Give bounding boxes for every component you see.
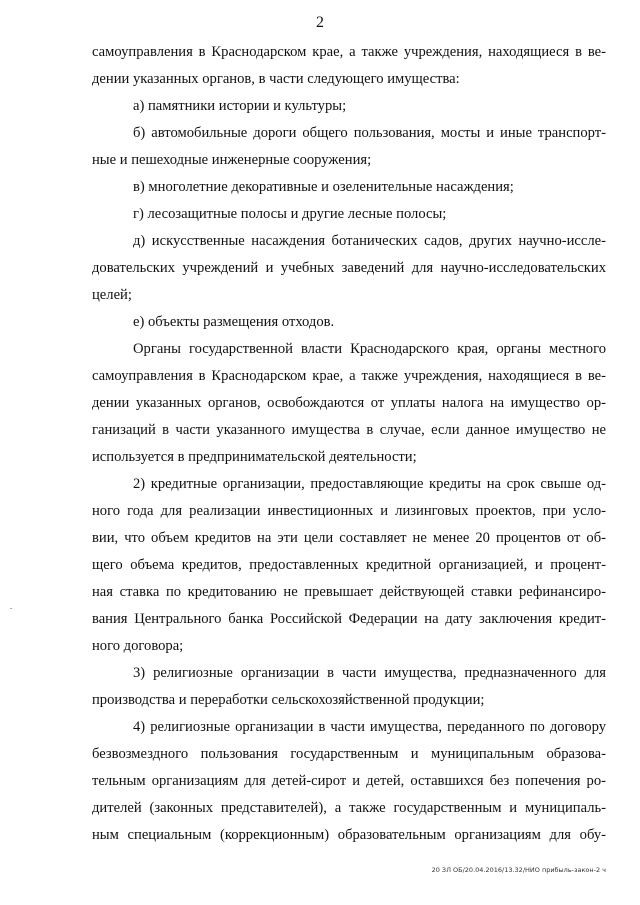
text-line: вания Центрального банка Российской Федерации на дату заключения кредит- [92, 611, 606, 627]
text-line: г) лесозащитные полосы и другие лесные полосы; [133, 206, 447, 222]
text-line: тельным организациям для детей-сирот и детей, оставшихся без попечения ро- [92, 773, 606, 789]
text-line: 4) религиозные организации в части имущества, переданного по договору [133, 719, 606, 735]
text-line: Органы государственной власти Краснодарского края, органы местного [133, 341, 606, 357]
text-line: довательских учреждений и учебных заведений для научно-исследовательских [92, 260, 606, 276]
text-line: ного года для реализации инвестиционных и лизинговых проектов, при усло- [92, 503, 606, 519]
text-line: дении указанных органов, в части следующего имущества: [92, 71, 460, 87]
footer-reference: 20 ЗЛ ОБ/20.04.2016/13.32/НИО прибыль-закон-2 ч [431, 866, 606, 874]
page-number: 2 [316, 14, 324, 31]
text-line: ганизаций в части указанного имущества в случае, если данное имущество не [92, 422, 606, 438]
text-line: дителей (законных представителей), а также государственным и муниципаль- [92, 800, 606, 816]
text-line: д) искусственные насаждения ботанических садов, других научно-иссле- [133, 233, 606, 249]
text-line: самоуправления в Краснодарском крае, а также учреждения, находящиеся в ве- [92, 368, 606, 384]
text-line: щего объема кредитов, предоставленных кредитной организацией, и процент- [92, 557, 606, 573]
text-line: безвозмездного пользования государственным и муниципальным образова- [92, 746, 606, 762]
text-line: самоуправления в Краснодарском крае, а также учреждения, находящиеся в ве- [92, 44, 606, 60]
text-line: ная ставка по кредитованию не превышает действующей ставки рефинансиро- [92, 584, 606, 600]
margin-mark: - [10, 604, 13, 612]
text-line: ным специальным (коррекционным) образовательным организациям для обу- [92, 827, 606, 843]
text-line: ные и пешеходные инженерные сооружения; [92, 152, 372, 168]
text-line: дении указанных органов, освобождаются от уплаты налога на имущество ор- [92, 395, 606, 411]
text-line: производства и переработки сельскохозяйственной продукции; [92, 692, 485, 708]
text-line: б) автомобильные дороги общего пользования, мосты и иные транспорт- [133, 125, 606, 141]
text-line: а) памятники истории и культуры; [133, 98, 347, 114]
text-line: 2) кредитные организации, предоставляющие кредиты на срок свыше од- [133, 476, 606, 492]
text-line: используется в предпринимательской деятельности; [92, 449, 417, 465]
text-line: ного договора; [92, 638, 184, 654]
text-line: е) объекты размещения отходов. [133, 314, 335, 330]
text-line: вии, что объем кредитов на эти цели составляет не менее 20 процентов от об- [92, 530, 606, 546]
text-line: целей; [92, 287, 132, 303]
text-line: 3) религиозные организации в части имущества, предназначенного для [133, 665, 606, 681]
text-line: в) многолетние декоративные и озеленительные насаждения; [133, 179, 514, 195]
